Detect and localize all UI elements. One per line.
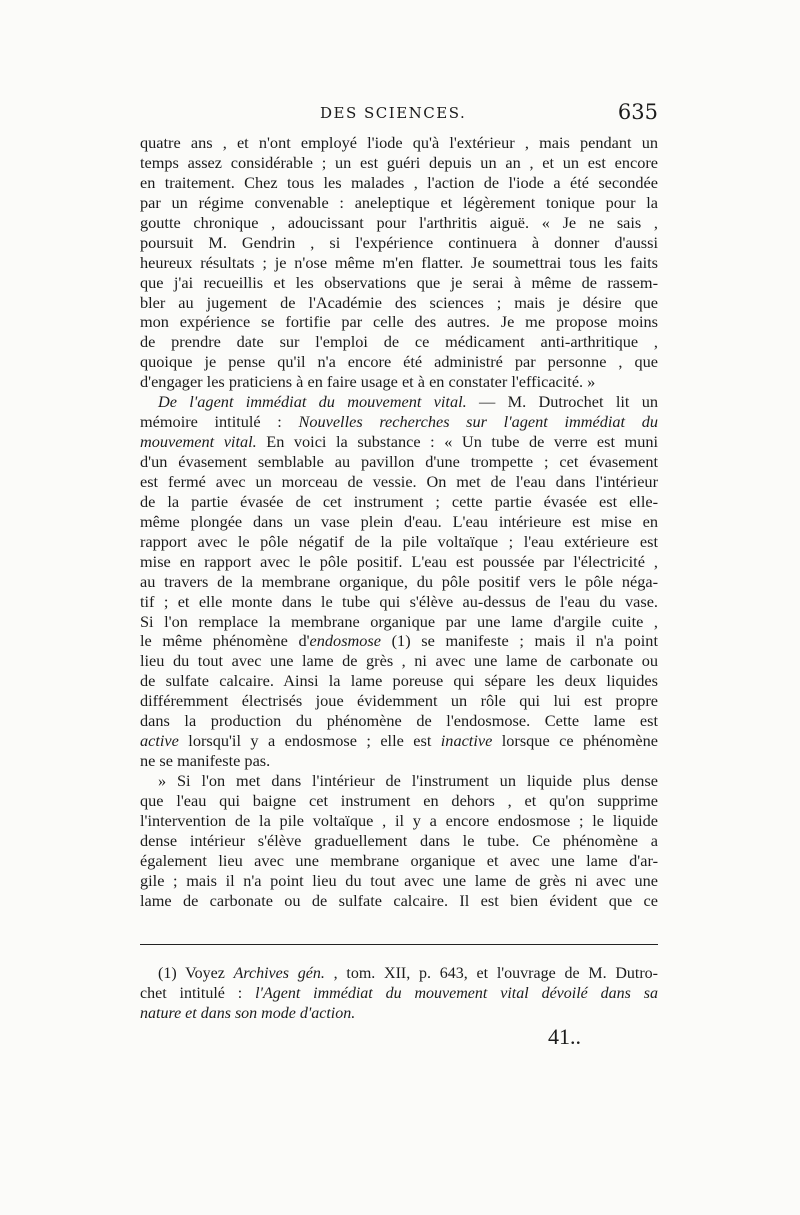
text-line: que j'ai recueillis et les observations que je serai à même de rassem- [140, 272, 658, 292]
text-line: Si l'on remplace la membrane organique par une lame d'argile cuite , [140, 611, 658, 631]
section-heading: De l'agent immédiat du mouvement vital. [158, 392, 467, 412]
text-fragment: chet intitulé : [140, 985, 256, 1002]
term-inactive: inactive [440, 731, 493, 751]
running-title: DES SCIENCES. [320, 104, 467, 122]
text-line: quoique je pense qu'il n'a encore été administré par personne , que [140, 352, 658, 372]
text-line: ne se manifeste pas. [140, 751, 271, 771]
section-heading-line [140, 392, 658, 412]
text-line: mise en rapport avec le pôle positif. L'eau est poussée par l'électricité , [140, 551, 658, 571]
text-line: heureux résultats ; je n'ose même m'en flatter. Je soumettrai tous les faits [140, 252, 658, 272]
text-line: mon expérience se fortifie par celle des autres. Je me propose moins [140, 312, 658, 332]
running-head [140, 100, 658, 130]
text-line: de prendre date sur l'emploi de ce médicament anti-arthritique , [140, 332, 658, 352]
text-fragment: lorsqu'il y a endosmose ; elle est [178, 731, 441, 751]
memoir-title-end: mouvement vital. [140, 432, 257, 452]
text-line: également lieu avec une membrane organique et avec une lame d'ar- [140, 850, 658, 870]
page-number: 635 [617, 100, 658, 124]
term-active: active [140, 731, 179, 751]
text-line [140, 631, 658, 651]
section-author: — M. Dutrochet lit un [479, 392, 658, 412]
text-fragment: mémoire intitulé : [140, 412, 282, 432]
journal-title: Archives gén. [233, 965, 325, 982]
text-line: même plongée dans un vase plein d'eau. L'eau intérieure est mise en [140, 511, 658, 531]
memoir-title: Nouvelles recherches sur l'agent immédiat du [298, 412, 658, 432]
text-line: lieu du tout avec une lame de grès , ni avec une lame de carbonate ou [140, 651, 658, 671]
text-line: gile ; mais il n'a point lieu du tout avec une lame de grès ni avec une [140, 870, 658, 890]
text-fragment: le même phénomène d' [140, 631, 310, 651]
term-endosmose: endosmose [309, 631, 381, 651]
signature-mark: 41.. [548, 1024, 581, 1049]
text-line: temps assez considérable ; un est guéri depuis un an , et un est encore [140, 152, 658, 172]
text-line: par un régime convenable : aneleptique et légèrement tonique pour la [140, 192, 658, 212]
text-fragment: , tom. XII, p. 643, et l'ouvrage de M. Dutro- [324, 965, 658, 982]
text-line: de sulfate calcaire. Ainsi la lame poreuse qui sépare les deux liquides [140, 671, 658, 691]
text-line: poursuit M. Gendrin , si l'expérience continuera à donner d'aussi [140, 232, 658, 252]
footnote-rule [140, 944, 658, 945]
text-line: que l'eau qui baigne cet instrument en dehors , et qu'on supprime [140, 790, 658, 810]
text-line: dense intérieur s'élève graduellement dans le tube. Ce phénomène a [140, 830, 658, 850]
text-fragment: lorsque ce phénomène [492, 731, 658, 751]
footnote-line [140, 964, 658, 984]
text-fragment: (1) se manifeste ; mais il n'a point [381, 631, 658, 651]
text-line: de la partie évasée de cet instrument ; cette partie évasée est elle- [140, 491, 658, 511]
text-line: quatre ans , et n'ont employé l'iode qu'à l'extérieur , mais pendant un [140, 133, 658, 152]
text-line: lame de carbonate ou de sulfate calcaire. Il est bien évident que ce [140, 890, 658, 910]
text-line: en traitement. Chez tous les malades , l'action de l'iode a été secondée [140, 172, 658, 192]
footnote-line [140, 1004, 658, 1024]
text-line: est fermé avec un morceau de vessie. On met de l'eau dans l'intérieur [140, 471, 658, 491]
footnote [140, 964, 658, 1024]
text-line: au travers de la membrane organique, du pôle positif vers le pôle néga- [140, 571, 658, 591]
text-fragment: En voici la substance : « Un tube de verre est muni [266, 432, 658, 452]
text-line: bler au jugement de l'Académie des sciences ; mais je désire que [140, 292, 658, 312]
text-line: tif ; et elle monte dans le tube qui s'élève au-dessus de l'eau du vase. [140, 591, 658, 611]
text-line [140, 432, 658, 452]
footnote-marker: (1) Voyez [158, 965, 234, 982]
text-line: différemment électrisés joue évidemment un rôle qui lui est propre [140, 691, 658, 711]
body-text [140, 133, 658, 911]
text-line: goutte chronique , adoucissant pour l'arthritis aiguë. « Je ne sais , [140, 212, 658, 232]
work-title: l'Agent immédiat du mouvement vital dévoilé dans sa [255, 985, 658, 1002]
text-line: d'un évasement semblable au pavillon d'une trompette ; cet évasement [140, 452, 658, 471]
text-line: l'intervention de la pile voltaïque , il y a encore endosmose ; le liquide [140, 810, 658, 830]
text-line: dans la production du phénomène de l'endosmose. Cette lame est [140, 711, 658, 731]
text-line [140, 412, 658, 432]
work-title-end: nature et dans son mode d'action. [140, 1005, 356, 1022]
text-line: rapport avec le pôle négatif de la pile voltaïque ; l'eau extérieure est [140, 531, 658, 551]
text-line [140, 731, 658, 751]
footnote-line [140, 984, 658, 1004]
text-line: » Si l'on met dans l'intérieur de l'instrument un liquide plus dense [158, 771, 658, 790]
text-line: d'engager les praticiens à en faire usage et à en constater l'efficacité. » [140, 372, 596, 392]
